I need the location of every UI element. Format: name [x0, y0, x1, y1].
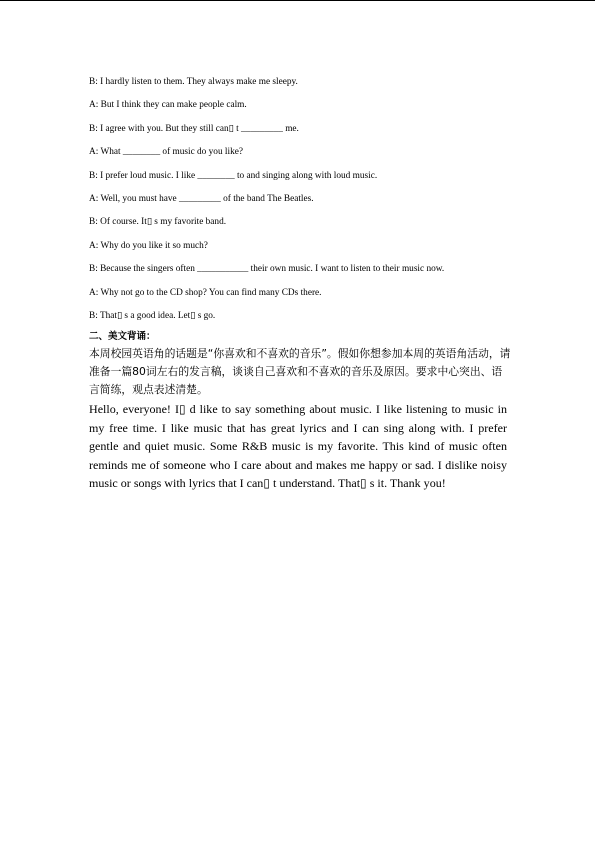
writing-prompt: 本周校园英语角的话题是“你喜欢和不喜欢的音乐”。假如你想参加本周的英语角活动，请准备一篇80词左右的发言稿，谈谈自己喜欢和不喜欢的音乐及原因。要求中心突出、语言简练，观点表述清楚。 — [89, 347, 511, 396]
dialogue-line: B: I hardly listen to them. They always make me sleepy. — [89, 77, 298, 87]
dialogue-line: B: That▯ s a good idea. Let▯ s go. — [89, 310, 216, 321]
dialogue-line: A: Why not go to the CD shop? You can find many CDs there. — [89, 287, 322, 298]
dialogue-line: B: Of course. It▯ s my favorite band. — [89, 217, 227, 228]
page-top-rule — [0, 0, 595, 1]
dialogue-line: B: I agree with you. But they still can▯ t _________ me. — [89, 123, 299, 134]
dialogue-line: A: Why do you like it so much? — [89, 240, 208, 251]
dialogue-line: A: What ________ of music do you like? — [89, 147, 243, 158]
dialogue-block — [89, 76, 519, 333]
dialogue-line: A: But I think they can make people calm. — [89, 100, 247, 111]
dialogue-line: B: I prefer loud music. I like ________ to and singing along with loud music. — [89, 170, 378, 181]
dialogue-line: A: Well, you must have _________ of the band The Beatles. — [89, 193, 314, 204]
dialogue-line: B: Because the singers often ___________ their own music. I want to listen to their music now. — [89, 264, 445, 275]
model-essay: Hello, everyone! I▯ d like to say something about music. I like listening to music in my free time. I like music that has great lyrics and I can sing along with. I prefer gentle and quiet music. Some R&B music is my favorite. This kind of music often reminds me of someone who I care about and makes me happy or sad. I dislike noisy music or songs with lyrics that I can▯ t understand. That▯ s it. Thank you! — [89, 402, 507, 491]
section-heading: 二、美文背诵： — [89, 331, 156, 342]
